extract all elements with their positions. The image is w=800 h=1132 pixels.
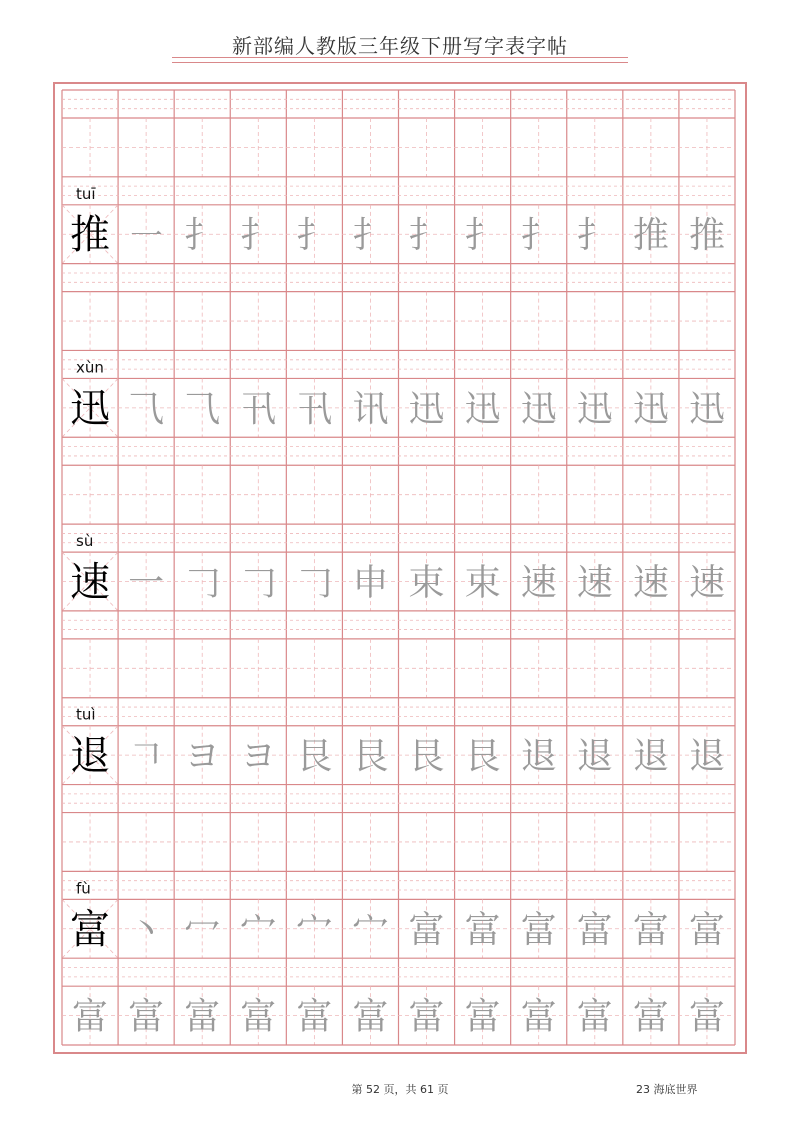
trace-character: 富 [240,996,277,1038]
stroke-order-step: 艮 [296,736,333,778]
main-character: 富 [70,906,111,953]
stroke-order-step: 束 [408,562,445,604]
stroke-order-step: 迅 [520,388,557,430]
main-character: 退 [70,733,111,780]
trace-character: 富 [408,996,445,1038]
trace-character: 富 [128,996,165,1038]
stroke-order-step: 推 [688,215,725,257]
trace-character: 富 [464,996,501,1038]
stroke-order-step: 迅 [408,388,445,430]
page-number: 第 52 页，共 61 页 [351,1083,449,1096]
stroke-order-step: 𠃍 [128,736,165,778]
trace-character: 富 [576,996,613,1038]
stroke-order-step: ⺄ [184,388,221,430]
stroke-order-step: 推 [632,215,669,257]
stroke-order-step: 速 [632,562,669,604]
stroke-order-step: 艮 [352,736,389,778]
stroke-order-step: 宀 [352,909,389,951]
stroke-order-step: 一 [128,562,165,604]
stroke-order-step: 扌 [464,215,501,257]
stroke-order-step: 扌 [576,215,613,257]
main-character: 推 [70,212,111,259]
stroke-order-step: 扌 [240,215,277,257]
stroke-order-step: 退 [520,736,557,778]
stroke-order-step: 𠃌 [296,562,333,604]
pinyin-label: tuī [76,184,96,203]
stroke-order-step: 富 [408,909,445,951]
trace-character: 富 [296,996,333,1038]
trace-character: 富 [184,996,221,1038]
stroke-order-step: 扌 [296,215,333,257]
stroke-order-step: 冖 [184,909,221,951]
stroke-order-step: 申 [352,562,389,604]
stroke-order-step: 富 [688,909,725,951]
stroke-order-step: 卂 [240,388,277,430]
stroke-order-step: 丶 [128,909,165,951]
main-character: 速 [70,559,111,606]
stroke-order-step: 富 [632,909,669,951]
stroke-order-step: 讯 [352,388,389,430]
pinyin-label: fù [76,879,91,898]
trace-character: 富 [688,996,725,1038]
stroke-order-step: ㇐ [128,215,165,257]
main-character: 迅 [70,385,111,432]
stroke-order-step: 𠃌 [240,562,277,604]
stroke-order-step: ヨ [240,736,277,778]
trace-character: 富 [632,996,669,1038]
stroke-order-step: 速 [520,562,557,604]
page-title: 新部编人教版三年级下册写字表字帖 [232,34,568,58]
trace-character: 富 [352,996,389,1038]
stroke-order-step: 艮 [464,736,501,778]
stroke-order-step: 迅 [688,388,725,430]
stroke-order-step: 迅 [632,388,669,430]
stroke-order-step: 退 [688,736,725,778]
stroke-order-step: 扌 [520,215,557,257]
stroke-order-step: 卂 [296,388,333,430]
stroke-order-step: 退 [576,736,613,778]
stroke-order-step: 扌 [184,215,221,257]
stroke-order-step: 宀 [240,909,277,951]
stroke-order-step: 迅 [576,388,613,430]
lesson-label: 23 海底世界 [636,1083,698,1096]
pinyin-label: sù [76,532,94,551]
stroke-order-step: 扌 [352,215,389,257]
trace-character: 富 [72,996,109,1038]
stroke-order-step: 富 [576,909,613,951]
stroke-order-step: 速 [688,562,725,604]
stroke-order-step: ⺄ [128,388,165,430]
stroke-order-step: 艮 [408,736,445,778]
stroke-order-step: 扌 [408,215,445,257]
stroke-order-step: 迅 [464,388,501,430]
stroke-order-step: 宀 [296,909,333,951]
pinyin-label: tuì [76,705,96,724]
stroke-order-step: 束 [464,562,501,604]
pinyin-label: xùn [76,358,104,377]
stroke-order-step: 退 [632,736,669,778]
trace-character: 富 [520,996,557,1038]
stroke-order-step: ヨ [184,736,221,778]
stroke-order-step: 速 [576,562,613,604]
stroke-order-step: 富 [464,909,501,951]
stroke-order-step: 𠃌 [184,562,221,604]
stroke-order-step: 富 [520,909,557,951]
